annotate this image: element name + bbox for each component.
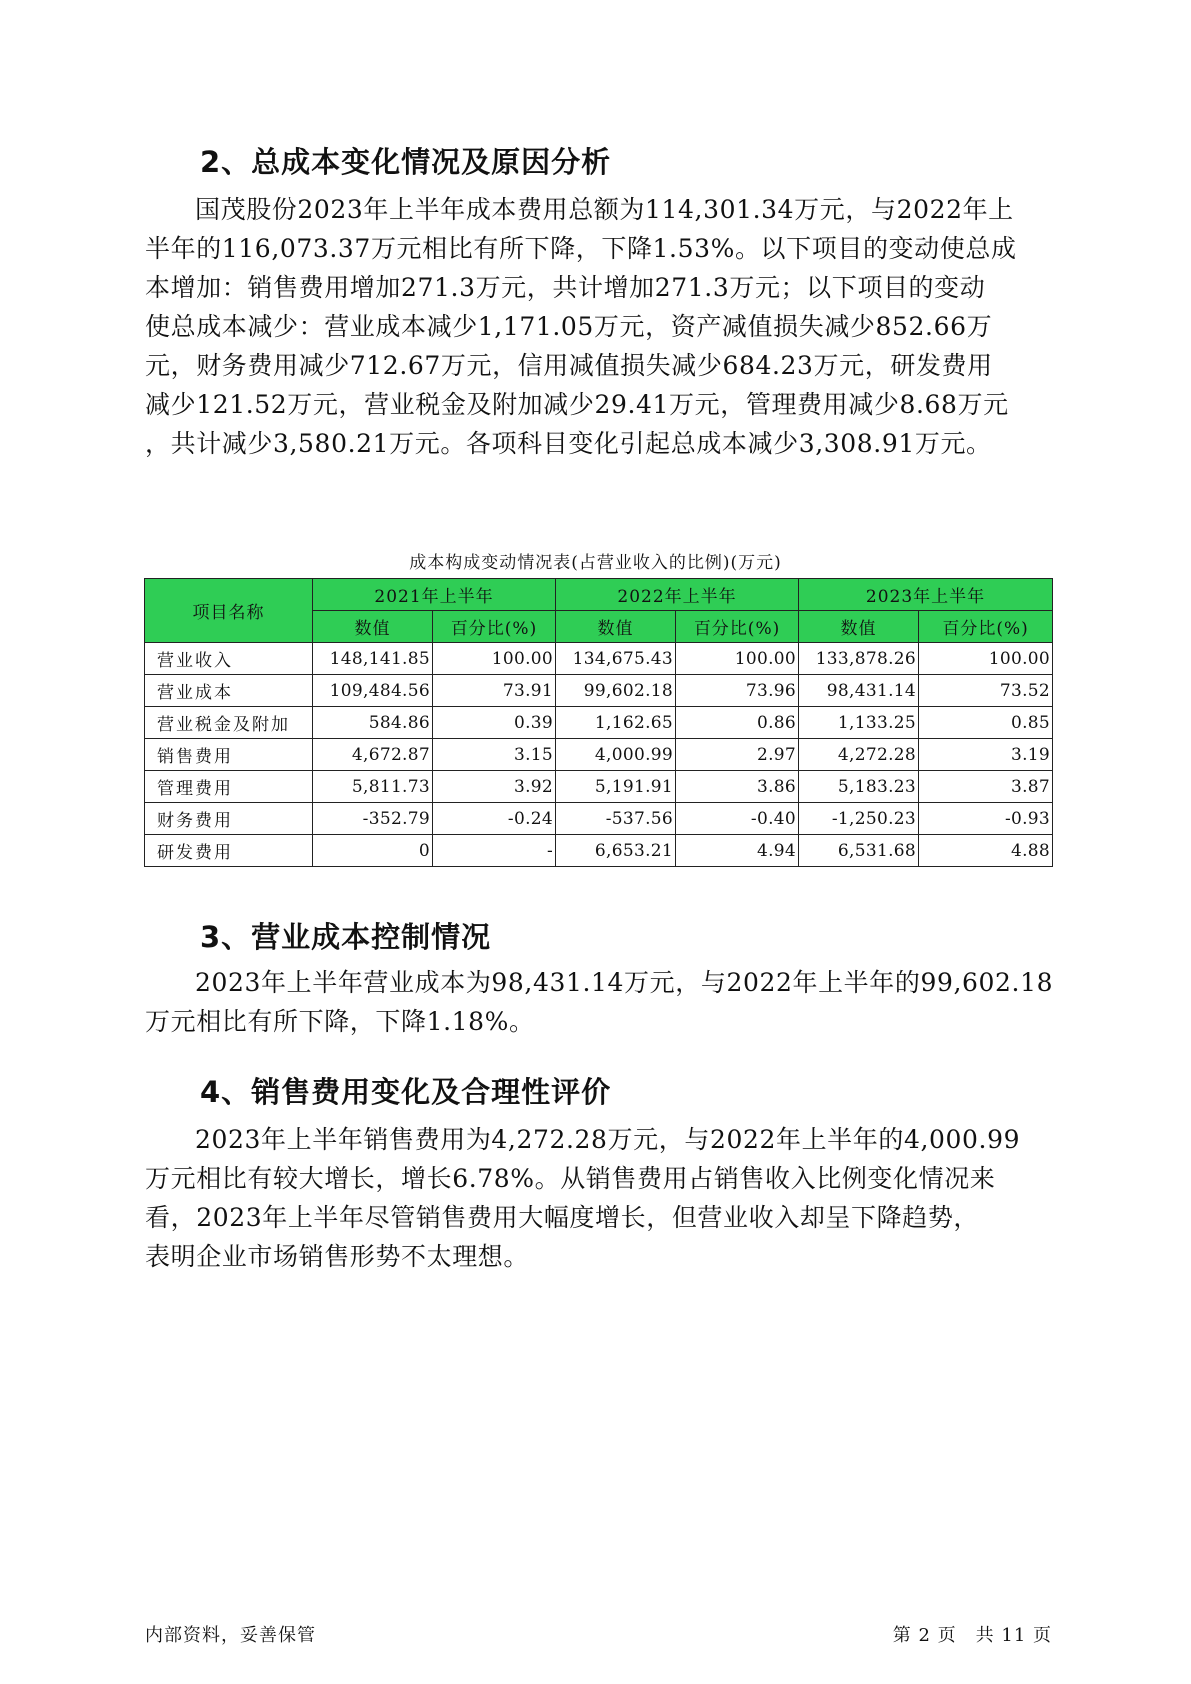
table-cell: 98,431.14 <box>799 675 919 707</box>
paragraph-line: 元，财务费用减少712.67万元，信用减值损失减少684.23万元，研发费用 <box>145 351 993 380</box>
table-row <box>145 643 1053 675</box>
section-4-paragraph <box>145 1120 1065 1276</box>
table-cell: 5,811.73 <box>313 771 433 803</box>
table-cell: 3.87 <box>919 771 1053 803</box>
paragraph-line: 本增加：销售费用增加271.3万元，共计增加271.3万元；以下项目的变动 <box>145 273 986 302</box>
table-cell: 0.86 <box>676 707 799 739</box>
header-value: 数值 <box>799 611 919 643</box>
header-value: 数值 <box>556 611 676 643</box>
table-cell: 4.88 <box>919 835 1053 867</box>
table-cell: -537.56 <box>556 803 676 835</box>
footer-confidential-note: 内部资料，妥善保管 <box>145 1625 316 1646</box>
table-cell: 3.92 <box>433 771 556 803</box>
paragraph-line: 半年的116,073.37万元相比有所下降，下降1.53%。以下项目的变动使总成 <box>145 234 1017 263</box>
table-cell: 1,162.65 <box>556 707 676 739</box>
table-cell: -0.24 <box>433 803 556 835</box>
table-cell: 0 <box>313 835 433 867</box>
table-caption: 成本构成变动情况表(占营业收入的比例)(万元) <box>409 553 782 573</box>
header-percent: 百分比(%) <box>433 611 556 643</box>
table-cell: 148,141.85 <box>313 643 433 675</box>
header-period: 2023年上半年 <box>799 579 1053 611</box>
table-row <box>145 803 1053 835</box>
table-cell: 100.00 <box>676 643 799 675</box>
table-cell: 584.86 <box>313 707 433 739</box>
table-cell: 4,672.87 <box>313 739 433 771</box>
table-cell: 6,531.68 <box>799 835 919 867</box>
paragraph-line: ，共计减少3,580.21万元。各项科目变化引起总成本减少3,308.91万元。 <box>145 429 992 458</box>
section-3-heading: 3、营业成本控制情况 <box>200 920 492 954</box>
section-2-paragraph <box>145 190 1065 463</box>
table-cell: 99,602.18 <box>556 675 676 707</box>
header-percent: 百分比(%) <box>676 611 799 643</box>
cost-structure-table <box>144 578 1053 867</box>
table-row <box>145 707 1053 739</box>
paragraph-line: 看，2023年上半年尽管销售费用大幅度增长，但营业收入却呈下降趋势， <box>145 1203 980 1232</box>
section-2-heading: 2、总成本变化情况及原因分析 <box>200 145 612 179</box>
header-value: 数值 <box>313 611 433 643</box>
row-name: 营业成本 <box>145 675 313 707</box>
table-cell: 0.85 <box>919 707 1053 739</box>
table-cell: -352.79 <box>313 803 433 835</box>
row-name: 销售费用 <box>145 739 313 771</box>
table-cell: - <box>433 835 556 867</box>
table-row <box>145 771 1053 803</box>
table-cell: 1,133.25 <box>799 707 919 739</box>
section-4-heading: 4、销售费用变化及合理性评价 <box>200 1075 612 1109</box>
paragraph-line: 国茂股份2023年上半年成本费用总额为114,301.34万元，与2022年上 <box>195 195 1014 224</box>
section-3-paragraph <box>145 963 1065 1041</box>
paragraph-line: 表明企业市场销售形势不太理想。 <box>145 1242 530 1271</box>
table-cell: 5,191.91 <box>556 771 676 803</box>
footer-page-number: 第 2 页 共 11 页 <box>892 1625 1052 1646</box>
paragraph-line: 万元相比有较大增长，增长6.78%。从销售费用占销售收入比例变化情况来 <box>145 1164 996 1193</box>
table-cell: 100.00 <box>919 643 1053 675</box>
table-cell: 4.94 <box>676 835 799 867</box>
table-cell: 4,000.99 <box>556 739 676 771</box>
table-cell: 73.91 <box>433 675 556 707</box>
table-cell: 4,272.28 <box>799 739 919 771</box>
paragraph-line: 2023年上半年销售费用为4,272.28万元，与2022年上半年的4,000.99 <box>195 1125 1021 1154</box>
table-cell: -0.93 <box>919 803 1053 835</box>
row-name: 财务费用 <box>145 803 313 835</box>
paragraph-line: 使总成本减少：营业成本减少1,171.05万元，资产减值损失减少852.66万 <box>145 312 993 341</box>
row-name: 研发费用 <box>145 835 313 867</box>
header-period: 2022年上半年 <box>556 579 799 611</box>
header-period: 2021年上半年 <box>313 579 556 611</box>
table-cell: 3.15 <box>433 739 556 771</box>
table-cell: 5,183.23 <box>799 771 919 803</box>
table-cell: -1,250.23 <box>799 803 919 835</box>
table-cell: 0.39 <box>433 707 556 739</box>
row-name: 营业税金及附加 <box>145 707 313 739</box>
table-cell: 6,653.21 <box>556 835 676 867</box>
table-row <box>145 675 1053 707</box>
header-percent: 百分比(%) <box>919 611 1053 643</box>
header-item-name: 项目名称 <box>145 579 313 643</box>
table-cell: 2.97 <box>676 739 799 771</box>
table-cell: 134,675.43 <box>556 643 676 675</box>
row-name: 管理费用 <box>145 771 313 803</box>
table-cell: 3.86 <box>676 771 799 803</box>
table-cell: 73.96 <box>676 675 799 707</box>
row-name: 营业收入 <box>145 643 313 675</box>
table-cell: 133,878.26 <box>799 643 919 675</box>
table-cell: -0.40 <box>676 803 799 835</box>
table-row <box>145 835 1053 867</box>
table-cell: 109,484.56 <box>313 675 433 707</box>
table-cell: 100.00 <box>433 643 556 675</box>
paragraph-line: 万元相比有所下降，下降1.18%。 <box>145 1007 535 1036</box>
table-cell: 3.19 <box>919 739 1053 771</box>
paragraph-line: 减少121.52万元，营业税金及附加减少29.41万元，管理费用减少8.68万元 <box>145 390 1009 419</box>
paragraph-line: 2023年上半年营业成本为98,431.14万元，与2022年上半年的99,602.18 <box>195 968 1054 997</box>
table-row <box>145 739 1053 771</box>
table-cell: 73.52 <box>919 675 1053 707</box>
